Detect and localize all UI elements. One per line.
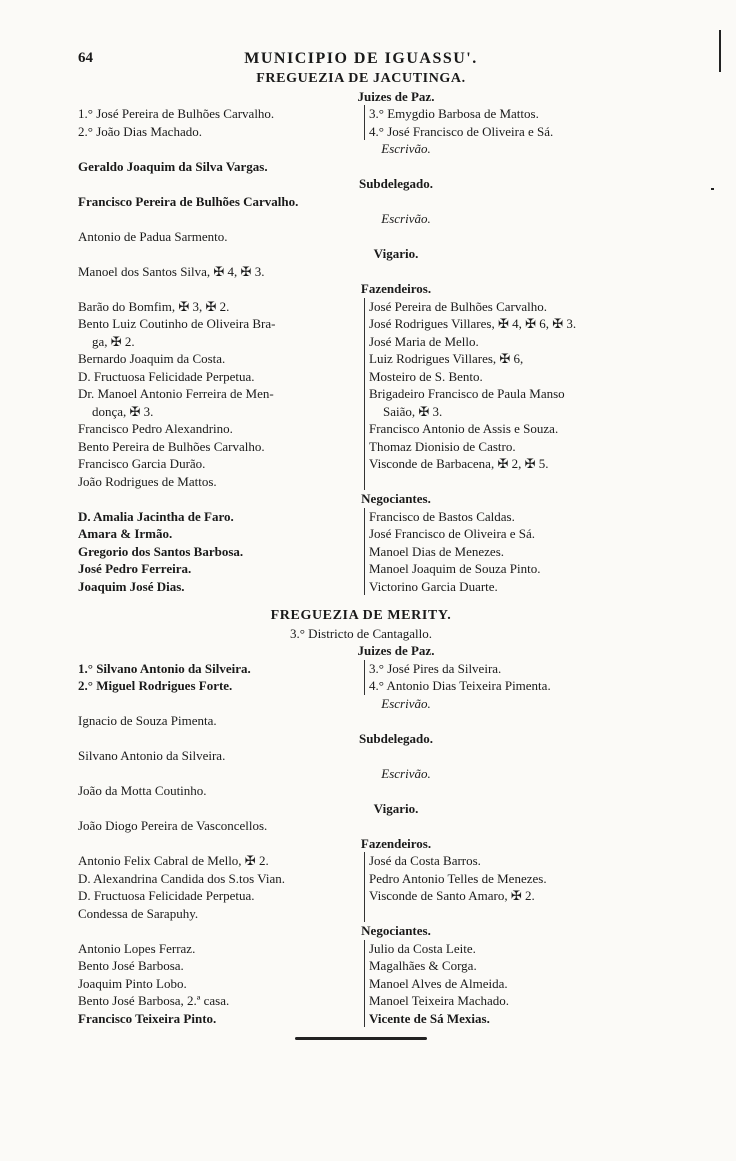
- list-item: Joaquim José Dias.: [78, 578, 185, 594]
- section-title: FREGUEZIA DE MERITY.: [270, 608, 452, 623]
- escrivao-name: Geraldo Joaquim da Silva Vargas.: [78, 158, 268, 174]
- list-item: Francisco de Bastos Caldas.: [369, 508, 515, 524]
- list-item: D. Fructuosa Felicidade Perpetua.: [78, 888, 255, 903]
- list-item: João Rodrigues de Mattos.: [78, 473, 217, 489]
- list-item: 1.° Silvano Antonio da Silveira.: [78, 660, 251, 676]
- vigario-heading: Vigario.: [373, 800, 419, 816]
- fazendeiros-columns: [78, 298, 644, 491]
- list-item: donça, ✠ 3.: [92, 403, 154, 419]
- list-item: D. Amalia Jacintha de Faro.: [78, 508, 234, 524]
- list-item: Gregorio dos Santos Barbosa.: [78, 543, 244, 559]
- negociantes-right: [364, 940, 644, 1028]
- subdelegado-heading: Subdelegado.: [358, 176, 434, 191]
- list-item: Visconde de Barbacena, ✠ 2, ✠ 5.: [369, 456, 549, 471]
- negociantes-heading: Negociantes.: [361, 491, 431, 506]
- list-item: Manoel Dias de Menezes.: [369, 543, 505, 559]
- list-item: Francisco Garcia Durão.: [78, 456, 206, 471]
- list-item: Julio da Costa Leite.: [369, 940, 476, 956]
- list-item: Bento José Barbosa, 2.ª casa.: [78, 993, 230, 1008]
- list-item: Barão do Bomfim, ✠ 3, ✠ 2.: [78, 298, 230, 314]
- list-item: 4.° José Francisco de Oliveira e Sá.: [369, 123, 554, 139]
- list-item: Bento Pereira de Bulhões Carvalho.: [78, 438, 265, 454]
- list-item: Magalhães & Corga.: [369, 958, 477, 973]
- page-title: MUNICIPIO DE IGUASSU'.: [244, 50, 478, 67]
- escrivao-heading: Escrivão.: [381, 695, 431, 711]
- juizes-heading: Juizes de Paz.: [357, 643, 435, 658]
- juizes-left: [78, 660, 364, 695]
- list-item: Antonio Lopes Ferraz.: [78, 940, 196, 956]
- list-item: Saião, ✠ 3.: [383, 403, 443, 419]
- list-item: José Rodrigues Villares, ✠ 4, ✠ 6, ✠ 3.: [369, 316, 577, 331]
- list-item: D. Fructuosa Felicidade Perpetua.: [78, 368, 255, 384]
- vigario-name: João Diogo Pereira de Vasconcellos.: [78, 818, 268, 833]
- fazendeiros-heading: Fazendeiros.: [360, 281, 432, 296]
- list-item: Joaquim Pinto Lobo.: [78, 975, 187, 991]
- list-item: Amara & Irmão.: [78, 526, 173, 541]
- list-item: Pedro Antonio Telles de Menezes.: [369, 870, 547, 886]
- negociantes-columns: [78, 508, 644, 596]
- list-item: José Pereira de Bulhões Carvalho.: [369, 298, 547, 314]
- fazendeiros-left: [78, 852, 364, 922]
- list-item: Manoel Teixeira Machado.: [369, 993, 509, 1008]
- list-item: Antonio Felix Cabral de Mello, ✠ 2.: [78, 853, 269, 868]
- subdelegado-name: Silvano Antonio da Silveira.: [78, 748, 226, 763]
- margin-mark: [719, 30, 721, 72]
- vigario-name: Manoel dos Santos Silva, ✠ 4, ✠ 3.: [78, 263, 265, 279]
- escrivao-heading: Escrivão.: [381, 141, 431, 156]
- list-item: Francisco Teixeira Pinto.: [78, 1010, 217, 1026]
- list-item: Francisco Antonio de Assis e Souza.: [369, 421, 559, 436]
- subdelegado-name: Francisco Pereira de Bulhões Carvalho.: [78, 193, 299, 209]
- vigario-heading: Vigario.: [373, 246, 419, 261]
- negociantes-right: [364, 508, 644, 596]
- escrivao-heading: Escrivão.: [381, 765, 431, 781]
- fazendeiros-right: [364, 852, 644, 922]
- list-item: Condessa de Sarapuhy.: [78, 905, 199, 921]
- list-item: José Francisco de Oliveira e Sá.: [369, 526, 536, 541]
- fazendeiros-columns: [78, 852, 644, 922]
- list-item: Bento José Barbosa.: [78, 958, 184, 973]
- list-item: Bernardo Joaquim da Costa.: [78, 351, 226, 366]
- list-item: Luiz Rodrigues Villares, ✠ 6,: [369, 351, 524, 366]
- negociantes-left: [78, 508, 364, 596]
- fazendeiros-right: [364, 298, 644, 491]
- list-item: José da Costa Barros.: [369, 853, 481, 868]
- negociantes-left: [78, 940, 364, 1028]
- list-item: D. Alexandrina Candida dos S.tos Vian.: [78, 870, 285, 886]
- juizes-right: [364, 660, 644, 695]
- page: [78, 48, 644, 1040]
- juizes-heading: Juizes de Paz.: [357, 88, 435, 104]
- list-item: 3.° Emygdio Barbosa de Mattos.: [369, 106, 539, 121]
- list-item: Bento Luiz Coutinho de Oliveira Bra-: [78, 316, 276, 331]
- list-item: Victorino Garcia Duarte.: [369, 578, 498, 594]
- escrivao-name: Ignacio de Souza Pimenta.: [78, 713, 217, 728]
- page-header: [78, 48, 644, 70]
- fazendeiros-heading: Fazendeiros.: [360, 835, 432, 851]
- list-item: José Pedro Ferreira.: [78, 561, 192, 576]
- end-rule: [295, 1037, 427, 1040]
- list-item: 2.° Miguel Rodrigues Forte.: [78, 678, 233, 693]
- list-item: 4.° Antonio Dias Teixeira Pimenta.: [369, 678, 551, 693]
- distrito-line: 3.° Districto de Cantagallo.: [289, 625, 433, 641]
- section-merity: [78, 607, 644, 1040]
- list-item: 3.° José Pires da Silveira.: [369, 660, 502, 676]
- escrivao-heading: Escrivão.: [381, 211, 431, 226]
- list-item: José Maria de Mello.: [369, 333, 479, 349]
- negociantes-columns: [78, 940, 644, 1028]
- juizes-columns: [78, 105, 644, 140]
- list-item: Vicente de Sá Mexias.: [369, 1010, 490, 1026]
- list-item: Thomaz Dionisio de Castro.: [369, 438, 516, 454]
- list-item: Francisco Pedro Alexandrino.: [78, 421, 233, 436]
- list-item: ga, ✠ 2.: [92, 333, 135, 349]
- list-item: Manoel Alves de Almeida.: [369, 975, 508, 991]
- subdelegado-heading: Subdelegado.: [358, 730, 434, 746]
- juizes-columns: [78, 660, 644, 695]
- list-item: 2.° João Dias Machado.: [78, 123, 202, 139]
- list-item: 1.° José Pereira de Bulhões Carvalho.: [78, 106, 275, 121]
- juizes-right: [364, 105, 644, 140]
- list-item: Dr. Manoel Antonio Ferreira de Men-: [78, 386, 274, 401]
- list-item: Mosteiro de S. Bento.: [369, 368, 483, 384]
- list-item: Visconde de Santo Amaro, ✠ 2.: [369, 888, 535, 903]
- margin-dash: [711, 188, 714, 190]
- negociantes-heading: Negociantes.: [361, 923, 431, 938]
- escrivao-name: Antonio de Padua Sarmento.: [78, 228, 228, 244]
- juizes-left: [78, 105, 364, 140]
- list-item: Brigadeiro Francisco de Paula Manso: [369, 386, 565, 401]
- section-jacutinga: [78, 70, 644, 595]
- page-number: 64: [78, 50, 93, 66]
- list-item: Manoel Joaquim de Souza Pinto.: [369, 561, 541, 576]
- escrivao-name: João da Motta Coutinho.: [78, 783, 207, 798]
- fazendeiros-left: [78, 298, 364, 491]
- section-title: FREGUEZIA DE JACUTINGA.: [256, 71, 466, 86]
